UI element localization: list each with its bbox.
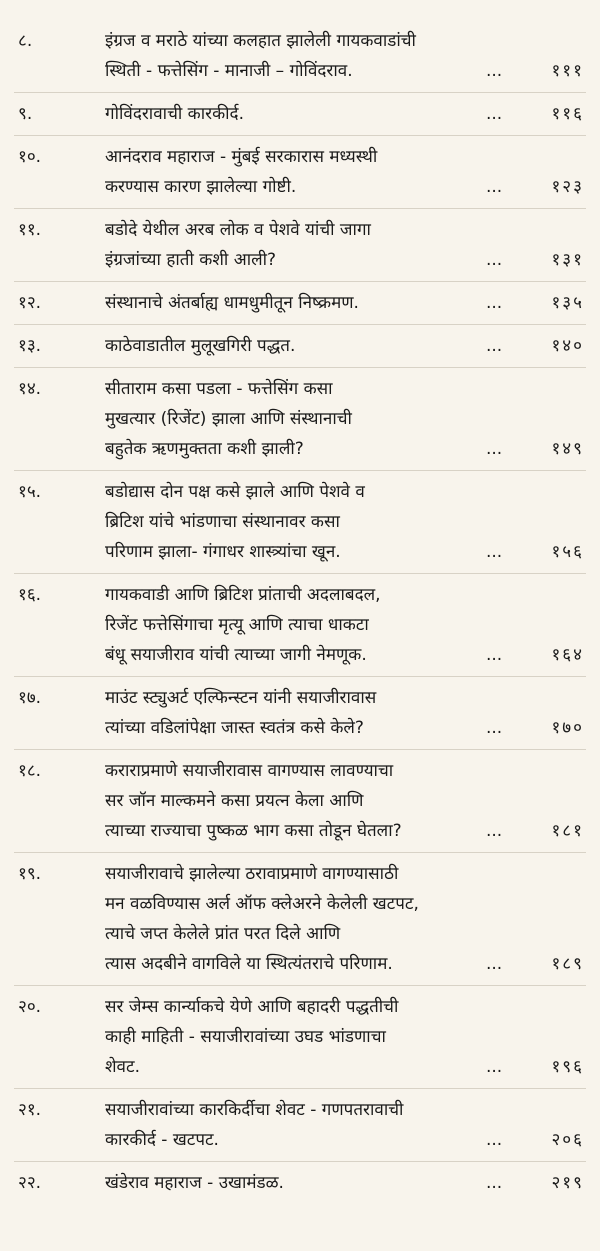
table-of-contents [0,26,600,1198]
row-divider [14,573,586,574]
leader-dots: ... [486,104,503,124]
chapter-title-line: माउंट स्ट्युअर्ट एल्फिन्स्टन यांनी सयाजीरावास [105,688,377,708]
chapter-number: १२. [18,293,42,313]
page-number: १६४ [551,645,584,665]
row-divider [14,367,586,368]
row-divider [14,324,586,325]
leader-dots: ... [486,645,503,665]
page-number: २१९ [551,1173,584,1193]
chapter-number: १८. [18,761,42,781]
page-reference [486,949,584,979]
chapter-title-line: करण्यास कारण झालेल्या गोष्टी. [105,177,297,197]
chapter-title [105,756,490,846]
toc-entry [0,683,600,743]
chapter-title-line: बडोदे येथील अरब लोक व पेशवे यांची जागा [105,220,371,240]
chapter-title [105,580,490,670]
chapter-title-line: बडोद्यास दोन पक्ष कसे झाले आणि पेशवे व [105,482,365,502]
page-reference [486,331,584,361]
page-reference [486,56,584,86]
leader-dots: ... [486,439,503,459]
row-divider [14,208,586,209]
chapter-title-line: रिजेंट फत्तेसिंगाचा मृत्यू आणि त्याचा धाकटा [105,615,369,635]
chapter-title-line: सर जॉन माल्कमने कसा प्रयत्न केला आणि [105,791,364,811]
page-number: १९६ [551,1057,584,1077]
chapter-title-line: गायकवाडी आणि ब्रिटिश प्रांताची अदलाबदल, [105,585,381,605]
chapter-title-line: गोविंदरावाची कारकीर्द. [105,104,244,124]
chapter-title [105,859,490,979]
page-reference [486,640,584,670]
chapter-title-line: इंग्रजांच्या हाती कशी आली? [105,250,277,270]
chapter-title-line: ब्रिटिश यांचे भांडणाचा संस्थानावर कसा [105,512,340,532]
chapter-title [105,683,490,743]
chapter-title [105,1095,490,1155]
page-number: १२३ [551,177,584,197]
leader-dots: ... [486,1057,503,1077]
chapter-title-line: त्याचे जप्त केलेले प्रांत परत दिले आणि [105,924,341,944]
toc-entry [0,331,600,361]
chapter-title-line: मुखत्यार (रिजेंट) झाला आणि संस्थानाची [105,409,352,429]
toc-entry [0,26,600,86]
chapter-title [105,992,490,1082]
leader-dots: ... [486,177,503,197]
toc-entry [0,477,600,567]
row-divider [14,281,586,282]
chapter-title-line: कारकीर्द - खटपट. [105,1130,219,1150]
row-divider [14,135,586,136]
chapter-title-line: काठेवाडातील मुलूखगिरी पद्धत. [105,336,296,356]
leader-dots: ... [486,954,503,974]
chapter-title-line: शेवट. [105,1057,140,1077]
chapter-title-line: आनंदराव महाराज - मुंबई सरकारास मध्यस्थी [105,147,378,167]
chapter-title-line: इंग्रज व मराठे यांच्या कलहात झालेली गायकवाडांची [105,31,416,51]
chapter-title-line: सीताराम कसा पडला - फत्तेसिंग कसा [105,379,333,399]
page-reference [486,434,584,464]
page-number: १३१ [551,250,584,270]
page-number: १४० [551,336,584,356]
chapter-title [105,374,490,464]
page-reference [486,816,584,846]
row-divider [14,470,586,471]
chapter-title-line: सयाजीरावाचे झालेल्या ठरावाप्रमाणे वागण्यासाठी [105,864,399,884]
chapter-number: १५. [18,482,42,502]
chapter-title [105,477,490,567]
page-reference [486,172,584,202]
page-reference [486,288,584,318]
chapter-title-line: संस्थानाचे अंतर्बाह्य धामधुमीतून निष्क्रमण. [105,293,359,313]
leader-dots: ... [486,61,503,81]
chapter-title-line: स्थिती - फत्तेसिंग - मानाजी – गोविंदराव. [105,61,353,81]
toc-entry [0,859,600,979]
leader-dots: ... [486,542,503,562]
chapter-number: ११. [18,220,42,240]
row-divider [14,1088,586,1089]
chapter-title-line: त्याच्या राज्याचा पुष्कळ भाग कसा तोडून घेतला? [105,821,402,841]
chapter-title [105,142,490,202]
chapter-title [105,331,490,361]
page-reference [486,1125,584,1155]
toc-entry [0,1095,600,1155]
leader-dots: ... [486,250,503,270]
chapter-title [105,99,490,129]
page-number: ११६ [551,104,584,124]
chapter-number: २१. [18,1100,42,1120]
page-number: १४९ [551,439,584,459]
page-number: १७० [551,718,584,738]
toc-entry [0,288,600,318]
page-reference [486,1168,584,1198]
chapter-number: २२. [18,1173,42,1193]
page-number: १८९ [551,954,584,974]
chapter-title-line: खंडेराव महाराज - उखामंडळ. [105,1173,284,1193]
page-number: १३५ [551,293,584,313]
page-number: १५६ [551,542,584,562]
chapter-title [105,215,490,275]
chapter-title-line: त्यांच्या वडिलांपेक्षा जास्त स्वतंत्र कसे केले? [105,718,364,738]
toc-entry [0,580,600,670]
leader-dots: ... [486,1173,503,1193]
chapter-title [105,1168,490,1198]
toc-entry [0,99,600,129]
page-reference [486,99,584,129]
chapter-title [105,26,490,86]
toc-entry [0,756,600,846]
leader-dots: ... [486,821,503,841]
leader-dots: ... [486,293,503,313]
chapter-number: १९. [18,864,42,884]
chapter-title-line: त्यास अदबीने वागविले या स्थित्यंतराचे परिणाम. [105,954,393,974]
chapter-number: १७. [18,688,42,708]
chapter-title-line: बंधू सयाजीराव यांची त्याच्या जागी नेमणूक. [105,645,367,665]
chapter-title-line: कराराप्रमाणे सयाजीरावास वागण्यास लावण्याचा [105,761,394,781]
row-divider [14,985,586,986]
chapter-number: २०. [18,997,42,1017]
chapter-title-line: बहुतेक ऋणमुक्तता कशी झाली? [105,439,304,459]
row-divider [14,749,586,750]
page-reference [486,245,584,275]
row-divider [14,92,586,93]
row-divider [14,852,586,853]
chapter-title-line: मन वळविण्यास अर्ल ऑफ क्लेअरने केलेली खटपट, [105,894,419,914]
leader-dots: ... [486,1130,503,1150]
chapter-number: १३. [18,336,42,356]
row-divider [14,676,586,677]
toc-entry [0,992,600,1082]
page-number: १११ [551,61,584,81]
row-divider [14,1161,586,1162]
chapter-title-line: सयाजीरावांच्या कारकिर्दीचा शेवट - गणपतरावाची [105,1100,404,1120]
toc-entry [0,374,600,464]
chapter-number: १४. [18,379,42,399]
toc-entry [0,1168,600,1198]
leader-dots: ... [486,336,503,356]
toc-entry [0,142,600,202]
chapter-number: ९. [18,104,33,124]
page-number: २०६ [551,1130,584,1150]
chapter-number: १०. [18,147,42,167]
chapter-number: ८. [18,31,33,51]
chapter-number: १६. [18,585,42,605]
chapter-title [105,288,490,318]
toc-entry [0,215,600,275]
chapter-title-line: काही माहिती - सयाजीरावांच्या उघड भांडणाचा [105,1027,386,1047]
page-reference [486,1052,584,1082]
page-reference [486,713,584,743]
chapter-title-line: सर जेम्स कार्न्याकचे येणे आणि बहादरी पद्धतीची [105,997,399,1017]
leader-dots: ... [486,718,503,738]
page-number: १८१ [551,821,584,841]
chapter-title-line: परिणाम झाला- गंगाधर शास्त्र्यांचा खून. [105,542,341,562]
page-reference [486,537,584,567]
